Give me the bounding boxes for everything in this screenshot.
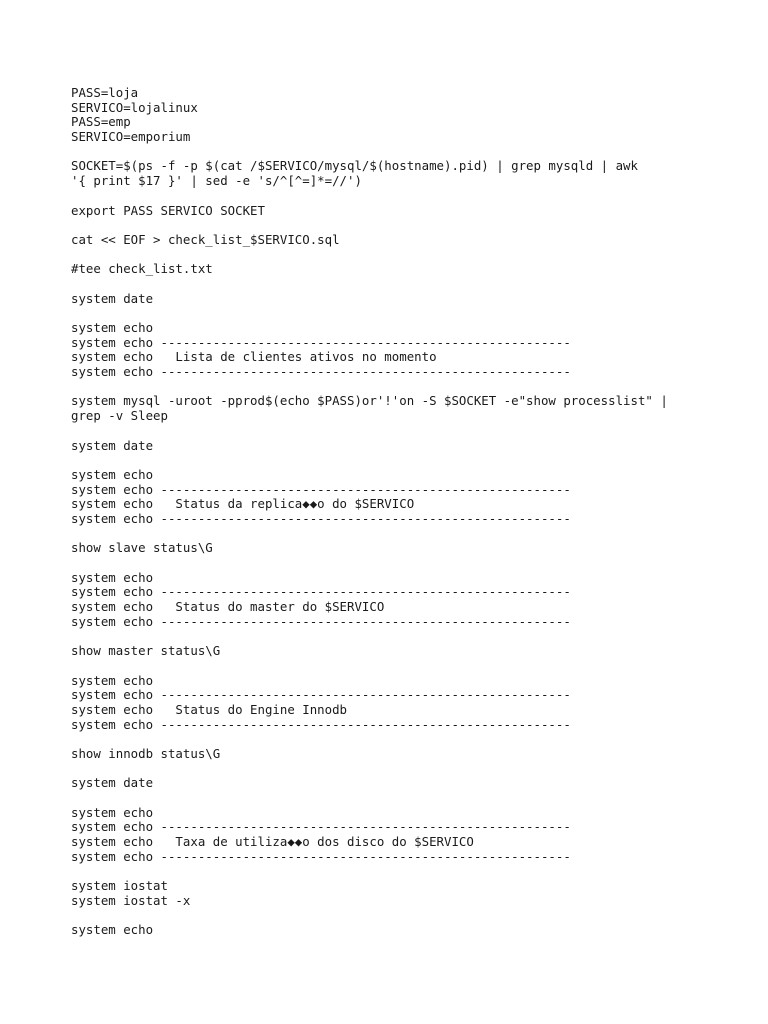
code-line: show innodb status\G xyxy=(71,745,221,761)
code-line: show master status\G xyxy=(71,643,221,659)
blank-line xyxy=(71,762,751,777)
blank-line xyxy=(71,659,751,674)
code-line: system echo xyxy=(71,569,154,585)
code-line: system echo ------------------------------------------------------- xyxy=(71,584,571,600)
code-line: SERVICO=lojalinux xyxy=(71,99,198,115)
code-line: system echo ------------------------------------------------------- xyxy=(71,848,571,864)
code-line: system echo ------------------------------------------------------- xyxy=(71,687,571,703)
code-line: PASS=emp xyxy=(71,114,131,130)
code-line: system echo ------------------------------------------------------- xyxy=(71,716,571,732)
blank-line xyxy=(71,218,751,233)
blank-line xyxy=(71,248,751,263)
code-line: PASS=loja xyxy=(71,85,139,100)
blank-line xyxy=(71,380,751,395)
code-line: system echo Status do Engine Innodb xyxy=(71,701,348,717)
code-line: system echo Lista de clientes ativos no momento xyxy=(71,349,437,365)
blank-line xyxy=(71,453,751,468)
code-line: system date xyxy=(71,775,154,791)
blank-line xyxy=(71,791,751,806)
code-line: show slave status\G xyxy=(71,540,213,556)
code-line: system date xyxy=(71,437,154,453)
code-line: system echo Taxa de utiliza◆◆o dos disco do $SERVICO xyxy=(71,834,474,850)
blank-line xyxy=(71,629,751,644)
code-line: system echo xyxy=(71,804,154,820)
code-line: system echo ------------------------------------------------------- xyxy=(71,613,571,629)
code-line: system echo ------------------------------------------------------- xyxy=(71,510,571,526)
code-line: cat << EOF > check_list_$SERVICO.sql xyxy=(71,231,340,247)
blank-line xyxy=(71,145,751,160)
blank-line xyxy=(71,864,751,879)
code-line: system echo ------------------------------------------------------- xyxy=(71,481,571,497)
blank-line xyxy=(71,909,751,924)
code-line: system echo xyxy=(71,672,154,688)
code-line: system iostat -x xyxy=(71,892,191,908)
code-line: system echo ------------------------------------------------------- xyxy=(71,364,571,380)
document-page xyxy=(71,86,751,938)
code-line: system mysql -uroot -pprod$(echo $PASS)or'!'on -S $SOCKET -e"show processlist" | xyxy=(71,393,668,409)
blank-line xyxy=(71,189,751,204)
code-line: system echo ------------------------------------------------------- xyxy=(71,819,571,835)
code-line: system date xyxy=(71,290,154,306)
code-line: system echo Status da replica◆◆o do $SERVICO xyxy=(71,496,415,512)
code-line: SERVICO=emporium xyxy=(71,129,191,145)
code-line: system echo xyxy=(71,320,154,335)
code-line: system echo Status do master do $SERVICO xyxy=(71,599,385,615)
code-line: SOCKET=$(ps -f -p $(cat /$SERVICO/mysql/$(hostname).pid) | grep mysqld | awk xyxy=(71,158,638,174)
code-line: system echo xyxy=(71,922,154,938)
blank-line xyxy=(71,732,751,747)
code-line: grep -v Sleep xyxy=(71,408,168,424)
code-line: system iostat xyxy=(71,878,168,894)
code-line: '{ print $17 }' | sed -e 's/^[^=]*=//') xyxy=(71,173,362,189)
blank-line xyxy=(71,556,751,571)
code-line: system echo ------------------------------------------------------- xyxy=(71,334,571,350)
blank-line xyxy=(71,277,751,292)
code-line: export PASS SERVICO SOCKET xyxy=(71,202,265,218)
code-line: system echo xyxy=(71,466,154,482)
code-line: #tee check_list.txt xyxy=(71,261,213,277)
blank-line xyxy=(71,527,751,542)
blank-line xyxy=(71,424,751,439)
blank-line xyxy=(71,306,751,321)
